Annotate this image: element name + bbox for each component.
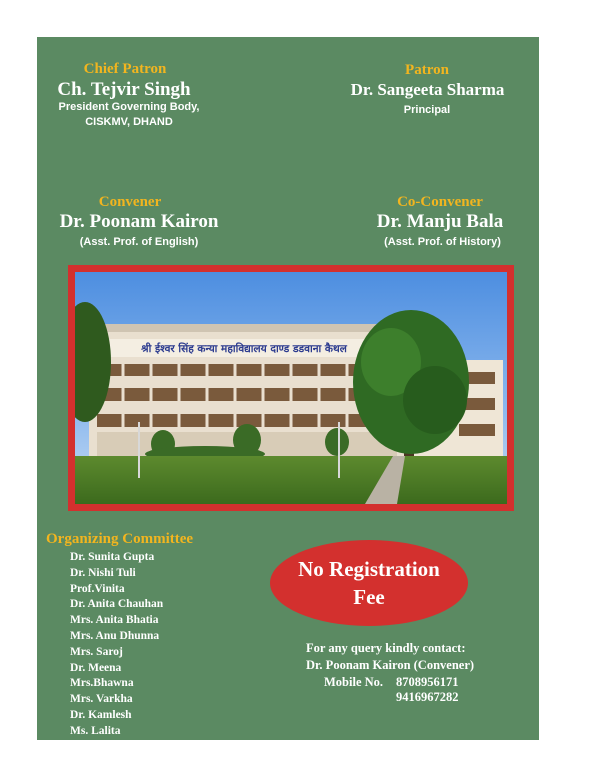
committee-member: Mrs. Anu Dhunna <box>70 629 160 642</box>
college-building-photo <box>75 272 507 504</box>
registration-fee-badge <box>270 540 468 626</box>
committee-member: Dr. Nishi Tuli <box>70 566 136 579</box>
chief-patron-title-2: CISKMV, DHAND <box>85 116 173 128</box>
committee-member: Mrs. Saroj <box>70 645 123 658</box>
committee-member: Mrs.Bhawna <box>70 677 134 690</box>
fee-line-2: Fee <box>353 585 385 609</box>
chief-patron-title-1: President Governing Body, <box>58 101 200 113</box>
committee-member: Dr. Meena <box>70 661 122 674</box>
committee-member: Ms. Lalita <box>70 724 121 737</box>
committee-list <box>70 550 163 740</box>
patron-name: Dr. Sangeeta Sharma <box>350 80 505 99</box>
photo-frame <box>68 265 514 511</box>
committee-member: Dr. Kamlesh <box>70 708 132 721</box>
college-signboard: श्री ईश्वर सिंह कन्या महाविद्यालय दाण्ड डडवाना कैथल <box>141 343 347 355</box>
patron-role: Patron <box>405 62 449 78</box>
chief-patron-name: Ch. Tejvir Singh <box>57 79 191 100</box>
committee-member: Dr. Sunita Gupta <box>70 551 155 563</box>
committee-member: Dr. Anita Chauhan <box>70 598 164 611</box>
convener-name: Dr. Poonam Kairon <box>59 211 219 232</box>
committee-member: Mrs. Anita Bhatia <box>70 614 159 627</box>
mobile-label: Mobile No. <box>324 675 384 689</box>
convener-title: (Asst. Prof. of English) <box>79 236 199 248</box>
chief-patron-role: Chief Patron <box>83 61 167 77</box>
co-convener-role: Co-Convener <box>397 194 483 210</box>
convener-role: Convener <box>98 194 162 210</box>
contact-person: Dr. Poonam Kairon (Convener) <box>306 658 475 672</box>
co-convener-title: (Asst. Prof. of History) <box>384 236 501 248</box>
patron-title: Principal <box>403 104 451 116</box>
committee-member: Prof.Vinita <box>70 582 125 595</box>
committee-member: Mrs. Varkha <box>70 693 133 706</box>
committee-title: Organizing Committee <box>46 531 194 547</box>
co-convener-name: Dr. Manju Bala <box>376 211 504 232</box>
fee-line-1: No Registration <box>298 557 440 581</box>
phone-number-2: 9416967282 <box>396 690 459 704</box>
phone-number-1: 8708956171 <box>396 675 459 689</box>
contact-heading: For any query kindly contact: <box>306 641 466 655</box>
